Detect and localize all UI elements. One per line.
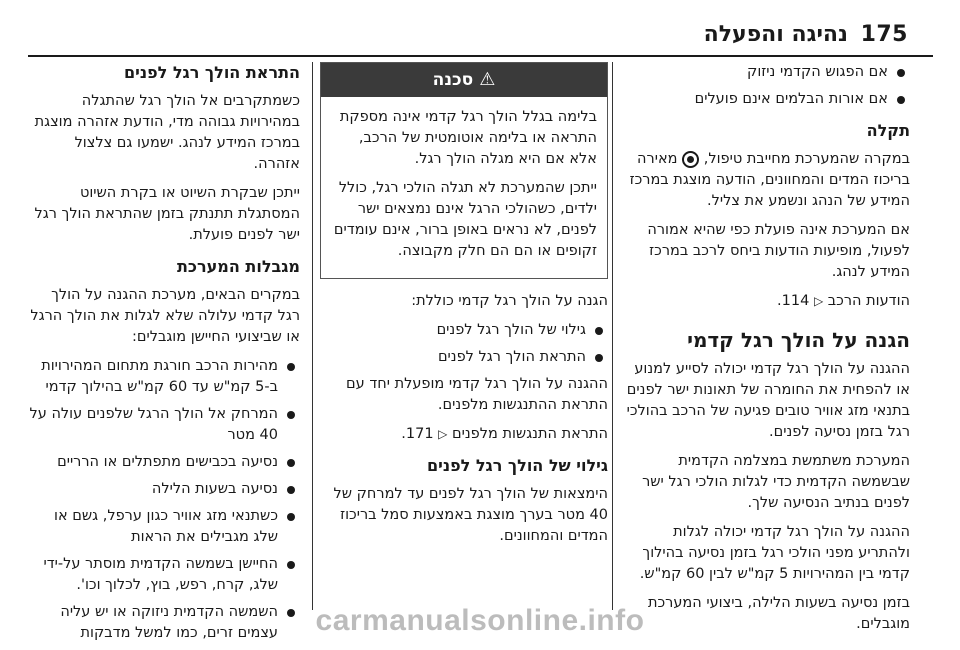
fault-paragraph-1: במקרה שהמערכת מחייבת טיפול, מאירה בריכוז המדים והמחוונים, הודעה מוצגת במרכז המידע של הנהג ונשמע את צליל. [629,151,910,209]
danger-warning-box [320,62,608,279]
fault-heading: תקלה [866,121,910,140]
list-item: גילוי של הולך רגל לפנים [320,320,608,341]
list-item: השמשה הקדמית ניזוקה או יש עליה עצמים זרים, כמו למשל מדבקות [28,602,300,644]
right-column [625,62,910,643]
list-item: נסיעה בשעות הלילה [28,479,300,500]
list-item: נסיעה בכבישים מתפתלים או הרריים [28,452,300,473]
column-divider-right [612,62,613,610]
list-item: המרחק אל הולך הרגל שלפנים עולה על 40 מטר [28,404,300,446]
list-item: התראת הולך רגל לפנים [320,347,608,368]
includes-list [320,320,608,368]
page-reference-arrow-icon: ▷ [438,427,448,441]
list-item: כשתנאי מזג אוויר כגון ערפל, גשם או שלג מגבילים את הראות [28,506,300,548]
bullet-list-top [625,62,910,110]
warning-paragraph-1: בלימה בגלל הולך רגל קדמי אינה מספקת התראה או בלימה אוטומטית של הרכב, אלא אם היא מגלה הולך רגל. [339,109,597,167]
front-paragraph-3: ההגנה על הולך רגל קדמי יכולה לגלות ולהתריע מפני הולכי רגל בזמן נסיעה בהילוך קדמי בין המהירויות 5 קמ"ש לבין 60 קמ"ש. [639,524,910,582]
warning-paragraph-2: ייתכן שהמערכת לא תגלה הולכי רגל, כולל ילדים, כשהולכי הרגל אינם נמצאים ישר לפנים, לא נראים באופן ברור, אינם עומדים זקופים או הם הם חלק מקבוצה. [333,180,597,259]
page-number: 175 [860,22,908,47]
warning-header: ⚠סכנה [321,63,607,97]
middle-column [320,62,608,555]
page-header [0,0,960,55]
column-divider-left [312,62,313,610]
warning-body [321,97,607,278]
alert-paragraph-2: ייתכן שבקרת השיוט או בקרת השיוט המסתגלת תתנתק בזמן שהתראת הולך רגל ישר לפנים פועלת. [34,185,300,243]
fault-paragraph-2: אם המערכת אינה פועלת כפי שהיא אמורה לפעול, מופיעות הודעות ביחס לרכב במרכז המידע לנהג. [647,222,910,280]
list-item: מהירות הרכב חורגת מתחום המהירויות ב-5 קמ"ש עד 60 קמ"ש בהילוך קדמי [28,356,300,398]
fault-reference: הודעות הרכב ▷ 114. [777,293,910,309]
front-pedestrian-heading: הגנה על הולך רגל קדמי [687,328,910,352]
left-column [28,62,300,650]
detection-paragraph: הימצאות של הולך רגל לפנים עד למרחק של 40 מטר בערך מוצגת באמצעות סמל בריכוז המדים והמחוונים. [333,486,608,544]
front-paragraph-2: המערכת משתמשת במצלמה הקדמית שבשמשה הקדמית כדי לגלות הולכי רגל ישר לפנים בנתיב הנסיעה שלך. [642,453,910,511]
alert-paragraph-1: כשמתקרבים אל הולך רגל שהתגלה במהירויות גבוהה מדי, הודעת אזהרה מוצגת במרכז המידע לנהג. ישמעו גם צלצול אזהרה. [34,93,300,172]
front-paragraph-4: בזמן נסיעה בשעות הלילה, ביצועי המערכת מוגבלים. [647,595,910,632]
collision-reference: התראת התנגשות מלפנים ▷ 171. [401,426,608,442]
detection-heading: גילוי של הולך רגל לפנים [426,456,608,475]
pedestrian-indicator-icon [682,151,699,168]
section-title: נהיגה והפעלה [703,22,848,47]
warning-triangle-icon: ⚠ [479,69,496,90]
limits-heading: מגבלות המערכת [176,257,300,276]
list-item: החיישן בשמשה הקדמית מוסתר על-ידי שלג, קרח, רפש, בוץ, לכלוך וכו'. [28,554,300,596]
limits-list [28,356,300,644]
alert-heading: התראת הולך רגל לפנים [123,63,300,82]
list-item: אם אורות הבלמים אינם פועלים [625,89,910,110]
includes-intro: הגנה על הולך רגל קדמי כוללת: [411,293,608,309]
header-rule [28,55,933,57]
limits-intro: במקרים הבאים, מערכת ההגנה על הולך רגל קדמי עלולה שלא לגלות את הולך הרגל או שביצועי החיישן מוגבלים: [30,287,300,345]
front-paragraph-1: ההגנה על הולך רגל קדמי יכולה לסייע למנוע או להפחית את החומרה של תאונות ישר לפנים בתנאי מזג אוויר טובים פגיעה של הרכב בהולכי רגל בזמן נסיעה לפנים. [626,361,910,440]
combined-paragraph: ההגנה על הולך רגל קדמי מופעלת יחד עם התראת ההתנגשות מלפנים. [346,376,608,413]
page-reference-arrow-icon: ▷ [813,294,824,308]
list-item: אם הפגוש הקדמי ניזוק [625,62,910,83]
watermark-text: carmanualsonline.info [315,604,645,637]
